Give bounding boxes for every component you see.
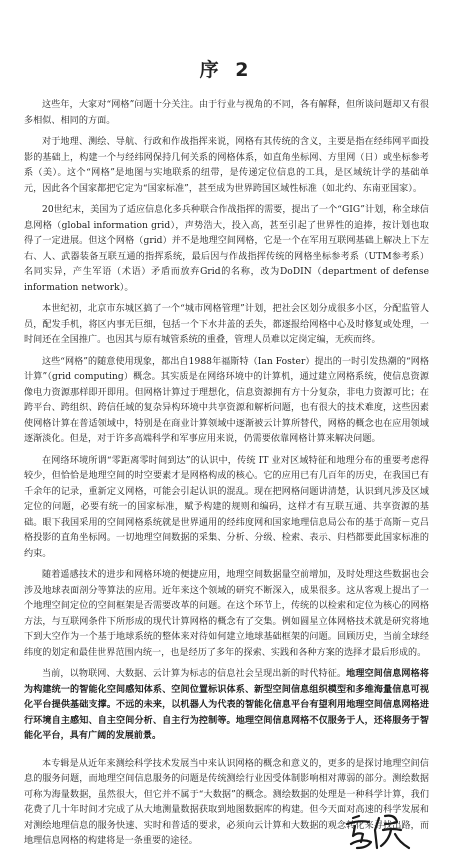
paragraph-text: 这些“网格”的随意使用现象，都出自1988年福斯特（Ian Foster）提出的一时引发热潮的“网格计算”（grid computing）概念。其实质是在网络环境中的计算机，通过建立网格系统，使信息资源像电力资源那样即开即用。但网格计算过于理想化，信息资源拥有方十分复杂，非电力资源可比；在跨平台、跨组织、跨信任域的复杂异构环境中共享资源和解析问题，也有很大的技术难度，这些因素使网格计算在普适领域中，特别是在商业计算领域中逐渐被云计算所替代，网格的概念也在应用领域逐渐淡化。但是，对于许多高端科学和军事应用来说，仍需要依靠网格计算来解决问题。 bbox=[24, 356, 429, 444]
paragraph bbox=[24, 667, 429, 745]
paragraph-text: 对于地理、测绘、导航、行政和作战指挥来说，网格有其传统的含义，主要是指在经纬网平面投影的基础上，构建一个与经纬网保持几何关系的网格体系，如直角坐标网、方里网（日）或坐标参考系（美）。这个“网格”是地图与实地联系的纽带，是传递定位信息的工具，是区域统计学的基础单元，因此各个国家都把它定为“国家标准”，甚至成为世界跨国区域性标准（如北约、东南亚国家）。 bbox=[24, 137, 429, 194]
paragraph-text: 本专辑是从近年来测绘科学技术发展当中来认识网格的概念和意义的，更多的是探讨地理空间信息的服务问题，而地理空间信息服务的问题是传统测绘行业因受体制影响相对薄弱的部分。测绘数据可称为海量数据，虽然很大，但它并不属于“大数据”的概念。测绘数据的处理是一种科学计算，我们花费了几十年时间才完成了从大地测量数据获取到地图数据库的构建。但今天面对高速的科学发展和对测绘地理信息的服务快速、实时和普适的要求，必须向云计算和大数据的观念转化来寻找出路，而地理信息网格的构建将是一条重要的途径。 bbox=[24, 758, 429, 846]
paragraph bbox=[24, 203, 429, 296]
paragraph bbox=[24, 98, 429, 129]
paragraph-text: 20世纪末，美国为了适应信息化多兵种联合作战指挥的需要，提出了一个“GIG”计划，称全球信息网格（global information grid），声势浩大，投入高，甚至引起了世界性的追捧，按计划也取得了一定进展。但这个网格（grid）并不是地理空间网格，它是一个在军用互联网基础上解决上下左右、人、武器装备互联互通的指挥系统，最后因与作战指挥传统的网格坐标参考系（UTM参考系）名同实异，产生军语（术语）矛盾而放弃Grid的名称，改为DoDIN（department of defense information network）。 bbox=[24, 205, 429, 293]
paragraph-text: 随着遥感技术的进步和网格环境的便捷应用，地理空间数据量空前增加，及时处理这些数据也会涉及地球表面剖分等算法的应用。近年来这个领域的研究不断深入，成果很多。这从客观上提出了一个地理空间定位的空间框架是否需要改革的问题。在这个环节上，传统的以检索和定位为核心的网格方法，与互联网条件下所形成的现代计算网格的概念有了交集。例如圆星立体网格技术就是研究将地下到大空作为一个基于地球系统的整体来对待如何建立地球基础框架的问题。回顾历史，当前全球经纬度的划定和最佳世界范围内统一，也是经历了多年的探索、实践和各种方案的选择才最后形成的。 bbox=[24, 570, 429, 658]
paragraph-text: 本世纪初，北京市东城区搞了一个“城市网格管理”计划，把社会区划分成很多小区，分配监管人员，配发手机，将区内事无巨细，包括一个下水井盖的丢失，都逐报给网格中心及时修复或处理，一时间还在全国推广。也因其与原有城管系统的重叠，管理人员难以定岗定编，无疾而终。 bbox=[24, 304, 429, 345]
paragraph bbox=[24, 135, 429, 197]
paragraph-text: 当前，以物联网、大数据、云计算为标志的信息社会呈现出新的时代特征。 bbox=[42, 669, 347, 679]
paragraph-text: 在网络环境所谓“零距离零时间到达”的认识中，传统 IT 业对区域特征和地理分布的重要考虑得较少，但恰恰是地理空间的时空要素才是网格构成的核心。它的应用已有几百年的历史，在我国已有千余年的记录，重新定义网格，可能会引起认识的混乱。现在把网格问题讲清楚，认识到凡涉及区域定位的问题，必要有统一的国家标准，赋予构建的规则和编码，这样才有互联互通、共享资源的基础。眼下我国采用的空间网格系统就是世界通用的经纬度网和国家地理信息局公布的基于高斯－克吕格投影的直角坐标网。一切地理空间数据的采集、分析、分级、检索、表示、归档都要此国家标准的约束。 bbox=[24, 455, 429, 559]
paragraph-bold-text: 地理空间信息网格将为构建统一的智能化空间感知体系、空间位置标识体系、新型空间信息组织模型和多维海量信息可视化平台提供基础支撑。不远的未来，以机器人为代表的智能化信息平台有望利用地理空间信息网格进行环境自主感知、自主空间分析、自主行为控制等。地理空间信息网格不仅服务于人，还将服务于智能化平台，具有广阔的发展前景。 bbox=[24, 669, 429, 741]
author-signature bbox=[343, 808, 413, 852]
paragraph-text: 这些年，大家对“网格”问题十分关注。由于行业与视角的不同，各有解释，但所谈问题却又有很多相似、相同的方面。 bbox=[24, 100, 429, 126]
paragraph bbox=[24, 302, 429, 349]
page-title: 序 2 bbox=[199, 59, 254, 81]
paragraph bbox=[24, 355, 429, 448]
paragraph bbox=[24, 454, 429, 563]
paragraph bbox=[24, 568, 429, 661]
preface-body bbox=[24, 98, 429, 856]
